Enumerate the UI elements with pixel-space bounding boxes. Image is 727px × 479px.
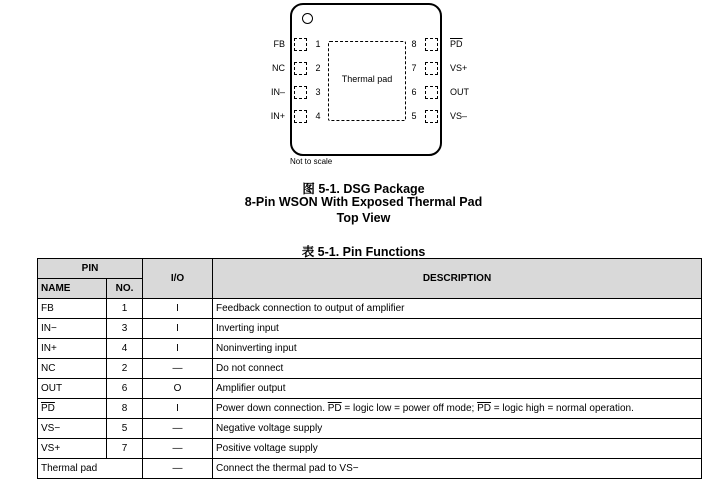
cell-description [213,399,702,419]
desc-part: Power down connection. [216,403,328,414]
cell-no: 7 [107,439,143,459]
pin-number-6: 6 [411,87,417,97]
cell-no: 4 [107,339,143,359]
pin-name-in-minus: IN– [270,87,285,97]
pd-overlined-name: $\overline{PD}$ [41,403,55,414]
cell-description: Feedback connection to output of amplifier [213,299,702,319]
table-row [38,439,702,459]
cell-io: I [143,299,213,319]
pad-3 [294,86,307,99]
pad-7 [425,62,438,75]
cell-io: I [143,339,213,359]
cell-name [38,399,107,419]
header-pin: PIN [38,259,143,279]
cell-io: — [143,359,213,379]
cell-name: FB [38,299,107,319]
header-io: I/O [143,259,213,299]
thermal-pad-label: Thermal pad [341,74,393,84]
table-row [38,459,702,479]
pin-functions-table [37,258,702,479]
pin-name-out: OUT [450,87,469,97]
cell-description: Noninverting input [213,339,702,359]
pin-number-8: 8 [411,39,417,49]
table-caption: 表 5-1. Pin Functions [301,245,426,259]
pin-number-4: 4 [315,111,321,121]
cell-io: O [143,379,213,399]
pad-6 [425,86,438,99]
pad-5 [425,110,438,123]
pad-8 [425,38,438,51]
cell-name: Thermal pad [38,459,143,479]
cell-no: 5 [107,419,143,439]
table-row [38,299,702,319]
desc-pd-overline: $\overline{PD}$ [327,403,342,414]
table-row [38,379,702,399]
cell-name: IN+ [38,339,107,359]
cell-io: — [143,419,213,439]
table-row [38,339,702,359]
pin-name-pd: $\overline{PD}$ [450,39,463,49]
pin-number-3: 3 [315,87,321,97]
pin1-indicator-icon [302,13,313,24]
pad-4 [294,110,307,123]
table-row [38,319,702,339]
cell-name: VS− [38,419,107,439]
cell-no: 6 [107,379,143,399]
cell-name: OUT [38,379,107,399]
header-description: DESCRIPTION [213,259,702,299]
cell-no: 8 [107,399,143,419]
cell-description: Positive voltage supply [213,439,702,459]
thermal-pad [328,41,406,121]
cell-no: 1 [107,299,143,319]
pin-number-7: 7 [411,63,417,73]
table-row [38,359,702,379]
table-row [38,399,702,419]
cell-description: Do not connect [213,359,702,379]
cell-no: 2 [107,359,143,379]
pad-2 [294,62,307,75]
pin-number-5: 5 [411,111,417,121]
cell-description: Connect the thermal pad to VS− [213,459,702,479]
pin-name-fb: FB [273,39,285,49]
figure-caption-line3: Top View [336,211,391,225]
cell-no: 3 [107,319,143,339]
cell-name: NC [38,359,107,379]
pin-number-2: 2 [315,63,321,73]
pin-name-nc: NC [272,63,285,73]
header-no: NO. [107,279,143,299]
table-row [38,419,702,439]
cell-io: I [143,319,213,339]
pin-name-vs-minus: VS– [450,111,468,121]
cell-io: — [143,439,213,459]
pin-name-vs-plus: VS+ [450,63,468,73]
desc-pd-overline: $\overline{PD}$ [477,403,492,414]
figure-caption-line2: 8-Pin WSON With Exposed Thermal Pad [244,195,483,209]
not-to-scale-note: Not to scale [290,157,333,166]
package-outline [290,3,442,156]
pad-1 [294,38,307,51]
table-header-row [38,259,702,279]
cell-name: IN− [38,319,107,339]
cell-io: — [143,459,213,479]
desc-part: = logic high = normal operation. [491,403,634,414]
cell-io: I [143,399,213,419]
cell-description: Amplifier output [213,379,702,399]
desc-part: = logic low = power off mode; [341,403,478,414]
figure-caption-line1: 图 5-1. DSG Package [302,182,425,196]
pin-name-in-plus: IN+ [270,111,285,121]
cell-description: Negative voltage supply [213,419,702,439]
header-name: NAME [38,279,107,299]
cell-description: Inverting input [213,319,702,339]
pin-number-1: 1 [315,39,321,49]
cell-name: VS+ [38,439,107,459]
